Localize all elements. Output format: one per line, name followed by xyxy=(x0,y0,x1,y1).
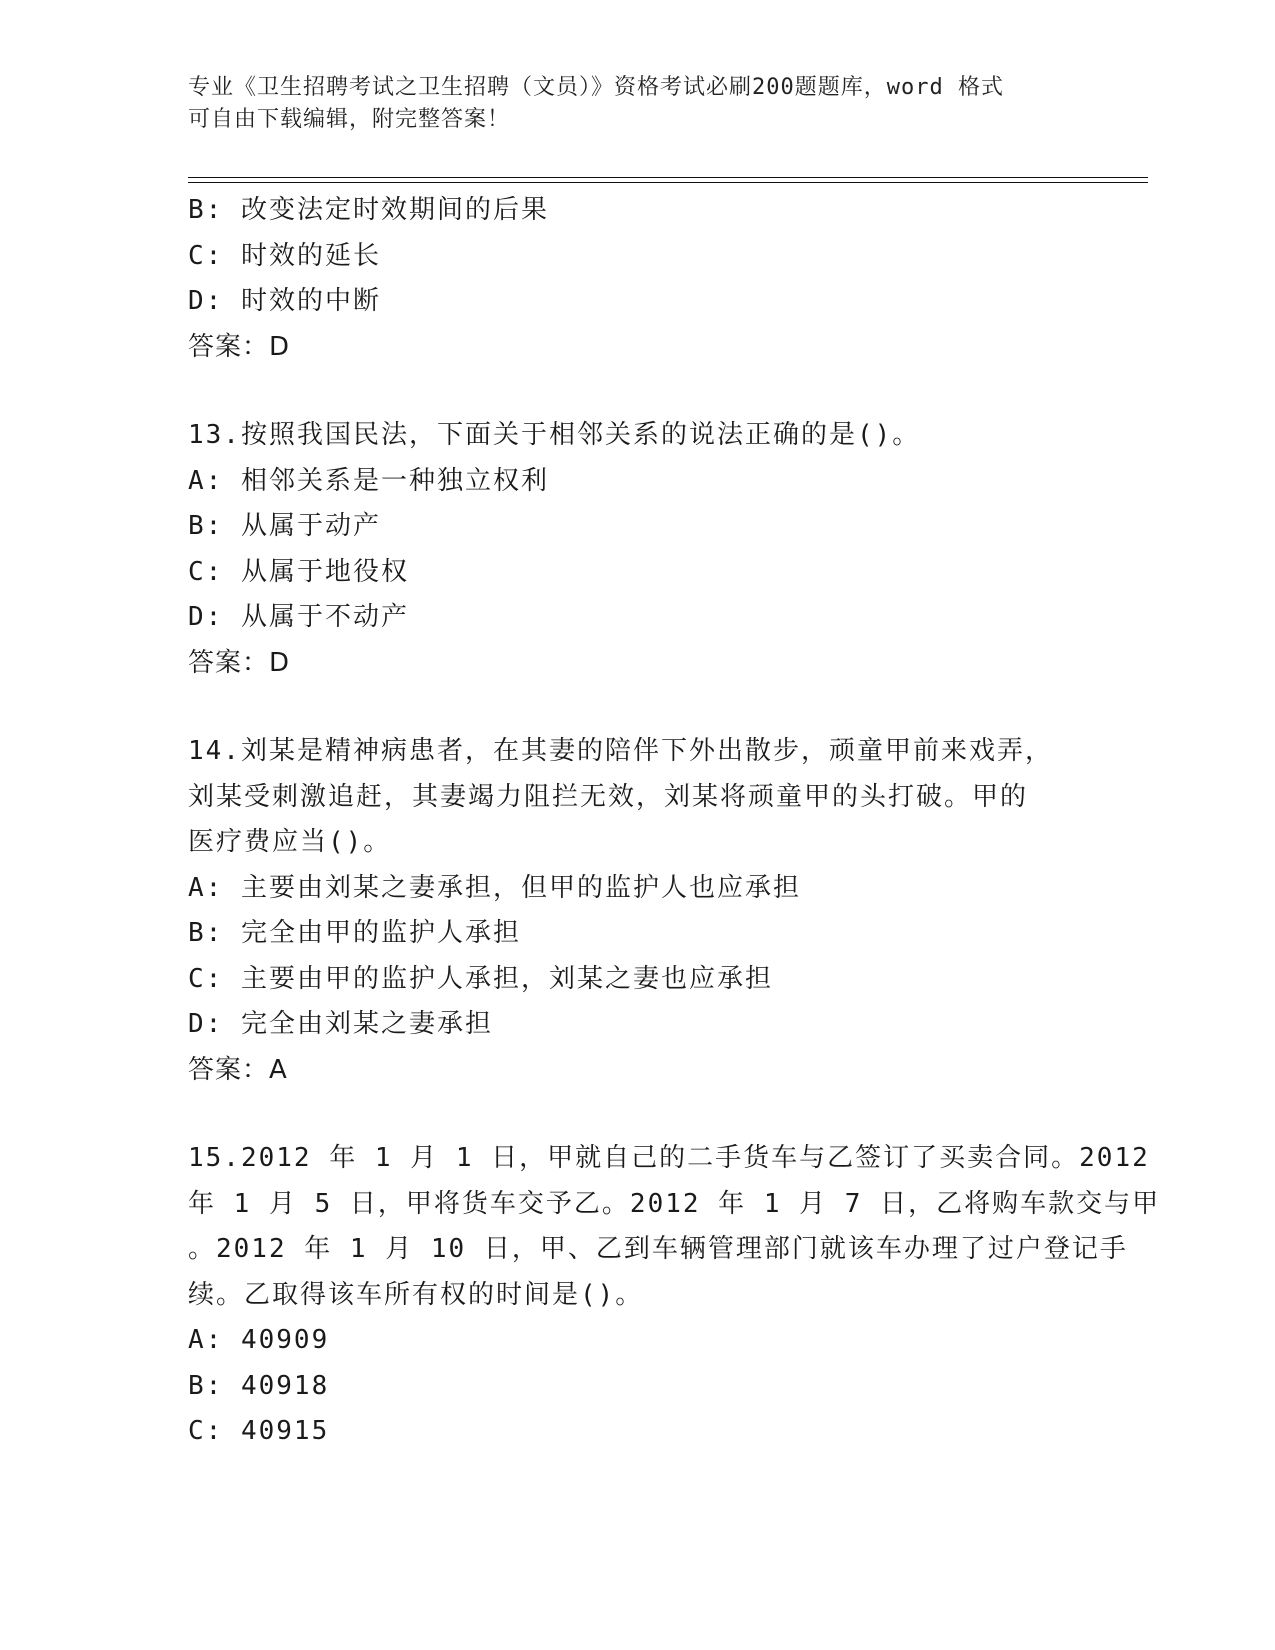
option-a: A: 主要由刘某之妻承担，但甲的监护人也应承担 xyxy=(188,872,801,903)
question-stem-line: 15.2012 年 1 月 1 日，甲就自己的二手货车与乙签订了买卖合同。2012 xyxy=(188,1143,1150,1173)
option-d: D: 时效的中断 xyxy=(188,286,381,316)
question-stem-line: 14.刘某是精神病患者，在其妻的陪伴下外出散步，顽童甲前来戏弄， xyxy=(188,736,1053,766)
option-b: B: 完全由甲的监护人承担 xyxy=(188,918,521,948)
spacer xyxy=(188,1093,1088,1136)
question-stem-line: 年 1 月 5 日，甲将货车交予乙。2012 年 1 月 7 日，乙将购车款交与甲 xyxy=(188,1188,1161,1219)
spacer xyxy=(188,686,1088,729)
question-stem-line: 医疗费应当()。 xyxy=(188,827,392,857)
answer: 答案：A xyxy=(188,1054,288,1085)
header-line-1: 专业《卫生招聘考试之卫生招聘（文员）》资格考试必刷200题题库，word 格式 xyxy=(188,75,1004,100)
header-line-2: 可自由下载编辑，附完整答案！ xyxy=(188,107,511,132)
option-a: A: 相邻关系是一种独立权利 xyxy=(188,465,549,496)
option-c: C: 主要由甲的监护人承担，刘某之妻也应承担 xyxy=(188,963,773,994)
document-body xyxy=(188,188,1161,1455)
option-c: C: 从属于地役权 xyxy=(188,556,409,587)
question-15 xyxy=(188,1136,1161,1455)
question-stem-line: 。2012 年 1 月 10 日，甲、乙到车辆管理部门就该车办理了过户登记手 xyxy=(188,1234,1128,1264)
question-stem-line: 刘某受刺激追赶，其妻竭力阻拦无效，刘某将顽童甲的头打破。甲的 xyxy=(188,781,1029,812)
page-header xyxy=(188,72,1088,136)
option-c: C: 时效的延长 xyxy=(188,240,381,271)
option-d: D: 从属于不动产 xyxy=(188,602,409,632)
option-d: D: 完全由刘某之妻承担 xyxy=(188,1009,493,1039)
spacer xyxy=(188,370,1088,413)
option-b: B: 40918 xyxy=(188,1370,330,1401)
option-b: B: 从属于动产 xyxy=(188,511,381,541)
answer: 答案：D xyxy=(188,331,291,362)
question-14 xyxy=(188,729,1088,1093)
question-stem xyxy=(188,1136,1161,1318)
question-stem-line: 续。乙取得该车所有权的时间是()。 xyxy=(188,1279,644,1310)
header-divider-top xyxy=(188,177,1148,178)
option-b: B: 改变法定时效期间的后果 xyxy=(188,195,549,225)
option-c: C: 40915 xyxy=(188,1416,330,1446)
question-12 xyxy=(188,188,1088,370)
question-stem: 13.按照我国民法，下面关于相邻关系的说法正确的是()。 xyxy=(188,420,921,450)
option-a: A: 40909 xyxy=(188,1325,330,1355)
header-divider-bottom xyxy=(188,182,1148,183)
question-stem xyxy=(188,729,1088,866)
answer: 答案：D xyxy=(188,647,291,678)
question-13 xyxy=(188,413,1088,686)
